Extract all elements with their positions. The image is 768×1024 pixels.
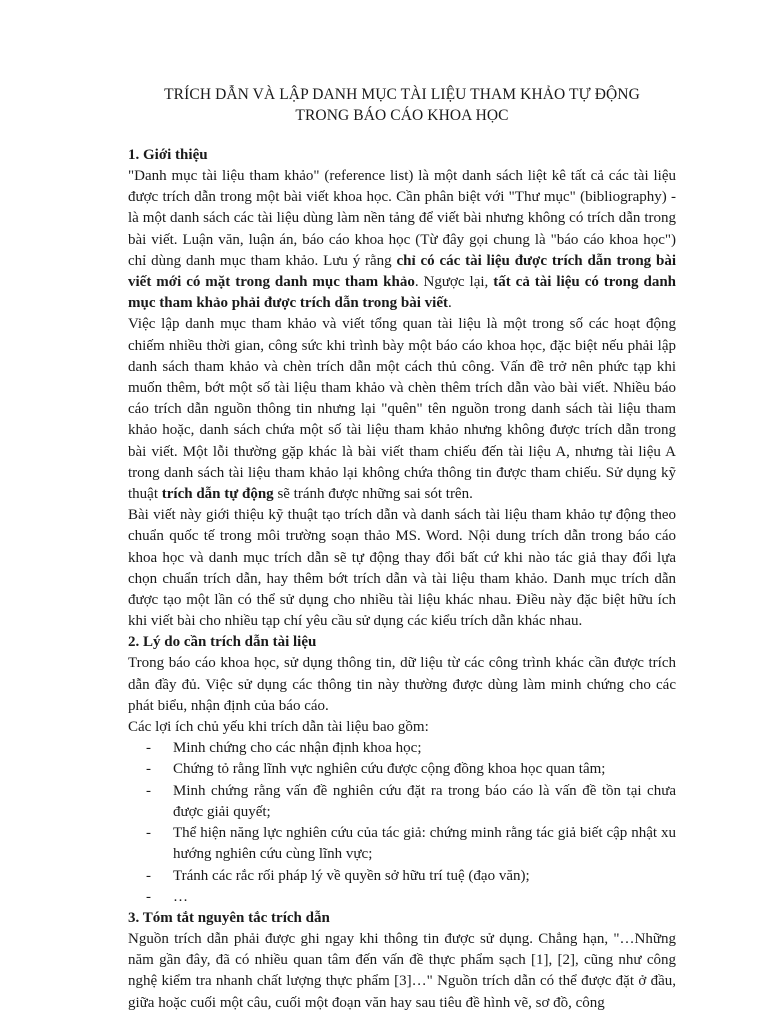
list-item-text: Minh chứng cho các nhận định khoa học; [173,740,422,757]
list-item [128,781,676,823]
section-2-paragraph-1: Trong báo cáo khoa học, sử dụng thông tin, dữ liệu từ các công trình khác cần được trích dẫn đầy đủ. Việc sử dụng các thông tin này thường được dùng làm minh chứng cho các phát biểu, nhận định của báo cáo. [128,655,676,714]
list-item [128,823,676,865]
list-dash: - [146,867,151,884]
section-2-heading: 2. Lý do cần trích dẫn tài liệu [128,634,317,651]
list-dash: - [146,782,151,799]
section-2-paragraph-2: Các lợi ích chủ yếu khi trích dẫn tài liệu bao gồm: [128,719,429,736]
title-line-1: TRÍCH DẪN VÀ LẬP DANH MỤC TÀI LIỆU THAM KHẢO TỰ ĐỘNG [164,86,640,103]
list-item-text: … [173,888,188,905]
list-dash: - [146,761,151,778]
text-run: "Danh mục tài liệu tham khảo" (reference list) là một danh sách liệt kê tất cả các tài liệu được trích dẫn trong một bài viết khoa học. Cần phân biệt với "Thư mục" (bibliography) - là một danh sách các tài liệu dùng làm nền tảng để viết bài nhưng không có trích dẫn trong bài viết. Luận văn, luận án, báo cáo khoa học (Từ đây gọi chung là "báo cáo khoa học") chỉ dùng danh mục tham khảo. Lưu ý rằng [128,168,676,269]
list-item-text: Minh chứng rằng vấn đề nghiên cứu đặt ra trong báo cáo là vấn đề tồn tại chưa được giải quyết; [173,782,676,820]
section-1-heading: 1. Giới thiệu [128,147,208,163]
list-item [128,887,676,908]
list-item [128,738,676,759]
section-3-heading: 3. Tóm tắt nguyên tắc trích dẫn [128,909,330,926]
text-run: sẽ tránh được những sai sót trên. [273,486,473,503]
bold-text-run: tất cả tài liệu có trong danh mục tham khảo phải được trích dẫn trong bài viết [128,274,677,312]
list-item-text: Thể hiện năng lực nghiên cứu của tác giả: chứng minh rằng tác giả biết cập nhật xu hướng nghiên cứu cùng lĩnh vực; [173,825,676,863]
section-1-paragraph-1 [128,166,676,314]
section-3-paragraph-1: Nguồn trích dẫn phải được ghi ngay khi thông tin được sử dụng. Chẳng hạn, "…Những năm gần đây, đã có nhiều quan tâm đến vấn đề thực phẩm sạch [1], [2], cũng như công nghệ kiểm tra nhanh chất lượng thực phẩm [3]…" Nguồn trích dẫn có thể được đặt ở đầu, giữa hoặc cuối một câu, cuối một đoạn văn hay sau tiêu đề hình vẽ, sơ đồ, công [128,930,676,1011]
section-1-paragraph-3: Bài viết này giới thiệu kỹ thuật tạo trích dẫn và danh sách tài liệu tham khảo tự động theo chuẩn quốc tế trong môi trường soạn thảo MS. Word. Nội dung trích dẫn trong báo cáo khoa học và danh mục trích dẫn sẽ tự động thay đổi bất cứ khi nào tác giả thay đổi lựa chọn chuẩn trích dẫn, hay thêm bớt trích dẫn và tài liệu tham khảo. Danh mục trích dẫn được tạo một lần có thể sử dụng cho nhiều tài liệu khác nhau. Điều này đặc biệt hữu ích khi viết bài cho nhiều tạp chí yêu cầu sử dụng các kiểu trích dẫn khác nhau. [128,507,676,630]
list-item [128,759,676,780]
list-item-text: Tránh các rắc rối pháp lý về quyền sở hữu trí tuệ (đạo văn); [173,867,530,884]
bold-text-run: trích dẫn tự động [161,486,274,503]
bold-text-run: chỉ có các tài liệu được trích dẫn trong bài viết mới có mặt trong danh mục tham khảo [128,252,676,291]
list-dash: - [146,825,151,842]
section-1-paragraph-2 [128,314,676,505]
list-dash: - [146,888,151,905]
document-title [128,84,676,126]
text-run: . Ngược lại, [414,274,494,291]
benefits-list [128,738,676,908]
text-run: . [447,295,452,312]
text-run: Việc lập danh mục tham khảo và viết tổng quan tài liệu là một trong số các hoạt động chiếm nhiều thời gian, công sức khi trình bày một báo cáo khoa học, đặc biệt nếu phải lập danh sách tham khảo và chèn trích dẫn một cách thủ công. Vấn đề trở nên phức tạp khi muốn thêm, bớt một số tài liệu tham khảo và chèn thêm trích dẫn vào bài viết. Nhiều báo cáo trích dẫn nguồn thông tin nhưng lại "quên" tên nguồn trong danh sách tài liệu tham khảo hoặc, danh sách chứa một số tài liệu tham khảo nhưng không được trích dẫn trong bài viết. Một lỗi thường gặp khác là bài viết tham chiếu đến tài liệu A, nhưng tài liệu A trong danh sách tài liệu tham khảo lại không chứa thông tin được tham chiếu. Sử dụng kỹ thuật [128,316,676,503]
list-item [128,866,676,887]
list-item-text: Chứng tỏ rằng lĩnh vực nghiên cứu được cộng đồng khoa học quan tâm; [173,761,606,778]
title-line-2: TRONG BÁO CÁO KHOA HỌC [295,107,509,124]
list-dash: - [146,740,151,757]
